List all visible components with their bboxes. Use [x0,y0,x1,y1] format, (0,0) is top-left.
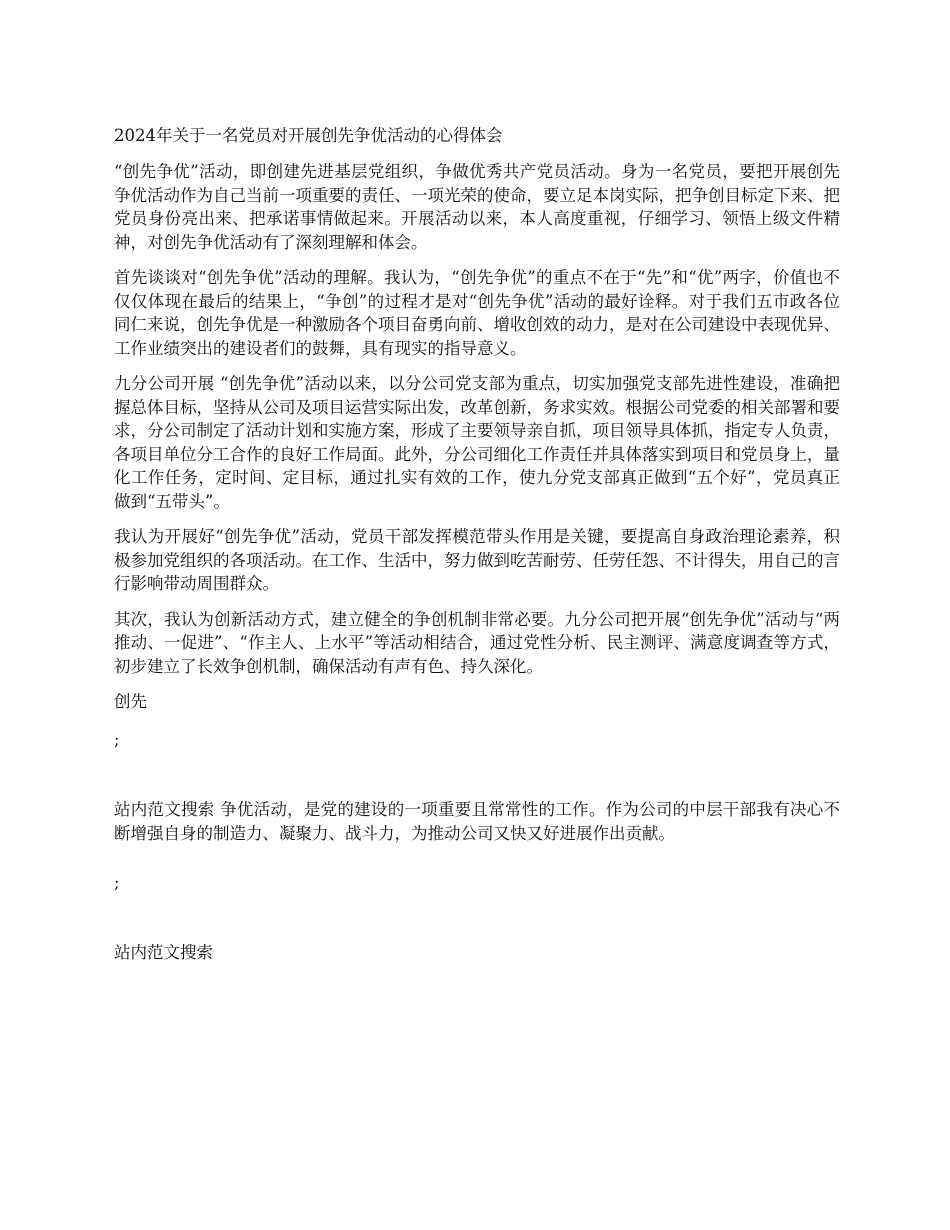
paragraph-branch-activities: 九分公司开展 “创先争优”活动以来，以分公司党支部为重点，切实加强党支部先进性建设，准确把握总体目标，坚持从公司及项目运营实际出发，改革创新，务求实效。根据公司党委的相关部署和要求，分公司制定了活动计划和实施方案，形成了主要领导亲自抓，项目领导具体抓，指定专人负责，各项目单位分工合作的良好工作局面。此外，分公司细化工作责任并具体落实到项目和党员身上，量化工作任务，定时间、定目标，通过扎实有效的工作，使九分党支部真正做到“五个好”，党员真正做到“五带头”。 [114,374,840,511]
fragment-text: 创先 [114,692,147,711]
paragraph-intro: “创先争优”活动，即创建先进基层党组织，争做优秀共产党员活动。身为一名党员，要把开展创先争优活动作为自己当前一项重要的责任、一项光荣的使命，要立足本岗实际，把争创目标定下来、把党员身份亮出来、把承诺事情做起来。开展活动以来，本人高度重视，仔细学习、领悟上级文件精神，对创先争优活动有了深刻理解和体会。 [114,162,840,252]
search-paragraph: 站内范文搜索 争优活动，是党的建设的一项重要且常常性的工作。作为公司的中层干部我有决心不断增强自身的制造力、凝聚力、战斗力，为推动公司又快又好进展作出贡献。 [114,800,840,843]
paragraph-understanding: 首先谈谈对“创先争优”活动的理解。我认为，“创先争优”的重点不在于“先”和“优”两字，价值也不仅仅体现在最后的结果上，“争创”的过程才是对“创先争优”活动的最好诠释。对于我们五市政各位同仁来说，创先争优是一种激励各个项目奋勇向前、增收创效的动力，是对在公司建设中表现优异、工作业绩突出的建设者们的鼓舞，具有现实的指导意义。 [114,268,840,358]
document-page [114,124,840,965]
paragraph-role-model: 我认为开展好“创先争优”活动，党员干部发挥模范带头作用是关键，要提高自身政治理论素养，积极参加党组织的各项活动。在工作、生活中，努力做到吃苦耐劳、任劳任怨、不计得失，用自己的言行影响带动周围群众。 [114,527,840,593]
separator-semicolon-2: ; [114,873,120,892]
separator-semicolon-1: ; [114,730,120,749]
footer-search-link[interactable]: 站内范文搜索 [114,943,213,962]
paragraph-mechanism: 其次，我认为创新活动方式，建立健全的争创机制非常必要。九分公司把开展“创先争优”活动与“两推动、一促进”、“作主人、上水平”等活动相结合，通过党性分析、民主测评、满意度调查等方式，初步建立了长效争创机制，确保活动有声有色、持久深化。 [114,609,840,676]
document-title: 2024年关于一名党员对开展创先争优活动的心得体会 [114,126,503,145]
